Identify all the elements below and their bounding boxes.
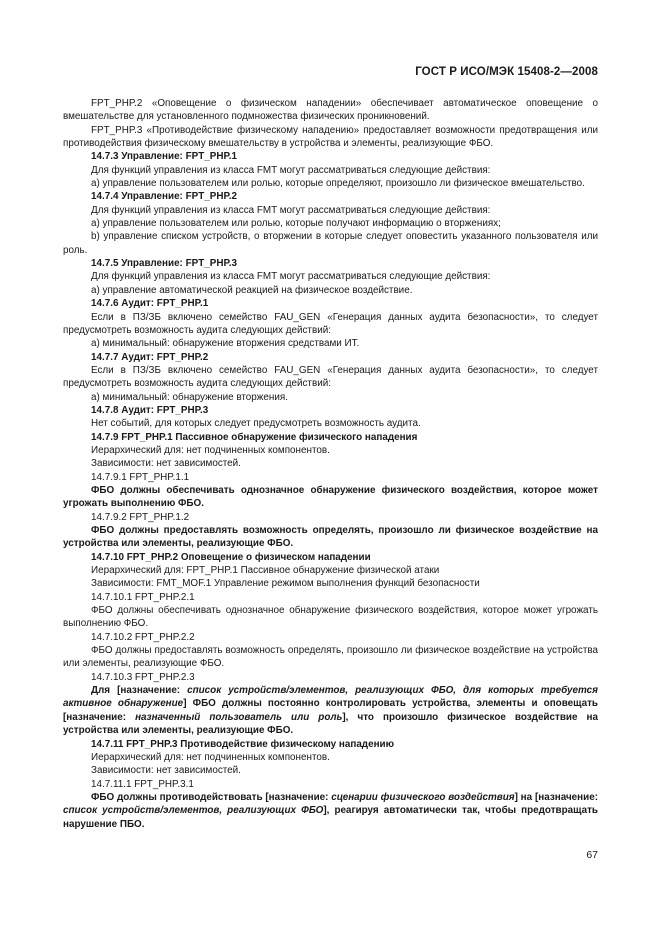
section-heading: 14.7.4 Управление: FPT_PHP.2 [91, 191, 237, 203]
body-paragraph: 14.7.10.3 FPT_PHP.2.3 [91, 671, 195, 683]
requirement-fragment: ] на [назначение: [514, 791, 598, 803]
body-paragraph: a) минимальный: обнаружение вторжения. [91, 391, 288, 403]
requirement-fragment: Для [назначение: [91, 685, 188, 697]
body-paragraph: Зависимости: FMT_MOF.1 Управление режимом выполнения функций безопасности [91, 578, 480, 590]
page-number: 67 [586, 849, 598, 861]
body-paragraph: a) управление автоматической реакцией на физическое воздействие. [91, 284, 413, 296]
document-header: ГОСТ Р ИСО/МЭК 15408-2—2008 [415, 66, 598, 78]
section-heading: 14.7.11 FPT_PHP.3 Противодействие физическому нападению [91, 738, 395, 750]
requirement-text: ФБО должны предоставлять возможность определять, произошло ли физическое воздействие на устройства или элементы, реализующие ФБО. [63, 525, 598, 550]
section-heading: 14.7.7 Аудит: FPT_PHP.2 [91, 351, 209, 363]
requirement-fragment: ФБО должны противодействовать [назначение: [91, 791, 332, 803]
section-heading: 14.7.6 Аудит: FPT_PHP.1 [91, 298, 209, 310]
body-paragraph: Если в ПЗ/ЗБ включено семейство FAU_GEN «Генерация данных аудита безопасности», то следует предусмотреть возможность аудита следующих действий: [63, 364, 598, 390]
body-paragraph: Если в ПЗ/ЗБ включено семейство FAU_GEN «Генерация данных аудита безопасности», то следует предусмотреть возможность аудита следующих действий: [63, 311, 598, 336]
body-paragraph: b) управление списком устройств, о вторжении в которые следует оповестить указанного пользователя или роль. [63, 231, 598, 256]
body-paragraph: Нет событий, для которых следует предусмотреть возможность аудита. [91, 418, 421, 430]
requirement-fragment: ], реагируя автоматически так, чтобы предотвращать нарушение ПБО. [63, 805, 598, 830]
body-paragraph: Для функций управления из класса FMT могут рассматриваться следующие действия: [91, 204, 491, 216]
body-paragraph: Для функций управления из класса FMT могут рассматриваться следующие действия: [91, 164, 491, 176]
body-paragraph: 14.7.10.2 FPT_PHP.2.2 [91, 631, 195, 643]
section-heading: 14.7.3 Управление: FPT_PHP.1 [91, 151, 237, 163]
requirement-text [63, 684, 598, 737]
body-paragraph: a) управление пользователем или ролью, которые определяют, произошло ли физическое вмешательство. [91, 178, 585, 190]
section-heading: 14.7.8 Аудит: FPT_PHP.3 [91, 404, 209, 416]
requirement-fragment: ], что произошло физическое воздействие на устройства или элементы, реализующие ФБО. [63, 711, 598, 737]
body-paragraph: Зависимости: нет зависимостей. [91, 765, 241, 777]
body-paragraph: Иерархический для: FPT_PHP.1 Пассивное обнаружение физической атаки [91, 565, 440, 577]
body-paragraph: a) управление пользователем или ролью, которые получают информацию о вторжениях; [91, 218, 501, 230]
body-paragraph: FPT_PHP.3 «Противодействие физическому нападению» предоставляет возможности предотвращения или противодействия физическому вмешательству в устройства и элементы, реализующие ФБО. [63, 124, 598, 150]
body-paragraph: Иерархический для: нет подчиненных компонентов. [91, 751, 330, 763]
body-paragraph: FPT_PHP.2 «Оповещение о физическом нападении» обеспечивает автоматическое оповещение о вмешательстве для установленного подмножества физических проникновений. [63, 98, 598, 123]
requirement-text: ФБО должны обеспечивать однозначное обнаружение физического воздействия, которое может угрожать выполнению ФБО. [63, 484, 598, 510]
section-heading: 14.7.10 FPT_PHP.2 Оповещение о физическом нападении [91, 551, 371, 563]
section-heading: 14.7.9 FPT_PHP.1 Пассивное обнаружение физического нападения [91, 431, 418, 443]
body-paragraph: 14.7.9.2 FPT_PHP.1.2 [91, 511, 190, 523]
body-paragraph: ФБО должны предоставлять возможность определять, произошло ли физическое воздействие на устройства или элементы, реализующие ФБО. [63, 645, 598, 670]
section-heading: 14.7.5 Управление: FPT_PHP.3 [91, 258, 237, 270]
document-body [63, 97, 598, 831]
requirement-fragment: ] ФБО должны постоянно контролировать устройства, элементы и оповещать [назначение: [63, 698, 598, 723]
body-paragraph: 14.7.11.1 FPT_PHP.3.1 [91, 778, 194, 790]
body-paragraph: Зависимости: нет зависимостей. [91, 458, 241, 470]
requirement-text [63, 791, 598, 831]
assignment-value: назначенный пользователь или роль [135, 711, 343, 723]
body-paragraph: 14.7.9.1 FPT_PHP.1.1 [91, 471, 190, 483]
body-paragraph: 14.7.10.1 FPT_PHP.2.1 [91, 591, 195, 603]
body-paragraph: Иерархический для: нет подчиненных компонентов. [91, 444, 330, 456]
assignment-value: список устройств/элементов, реализующих ФБО [63, 805, 324, 817]
body-paragraph: a) минимальный: обнаружение вторжения средствами ИТ. [91, 338, 360, 350]
body-paragraph: ФБО должны обеспечивать однозначное обнаружение физического воздействия, которое может угрожать выполнению ФБО. [63, 605, 598, 630]
body-paragraph: Для функций управления из класса FMT могут рассматриваться следующие действия: [91, 271, 491, 283]
assignment-value: список устройств/элементов, реализующих ФБО, для которых требуется активное обнаружение [63, 685, 598, 710]
assignment-value: сценарии физического воздействия [331, 791, 515, 803]
